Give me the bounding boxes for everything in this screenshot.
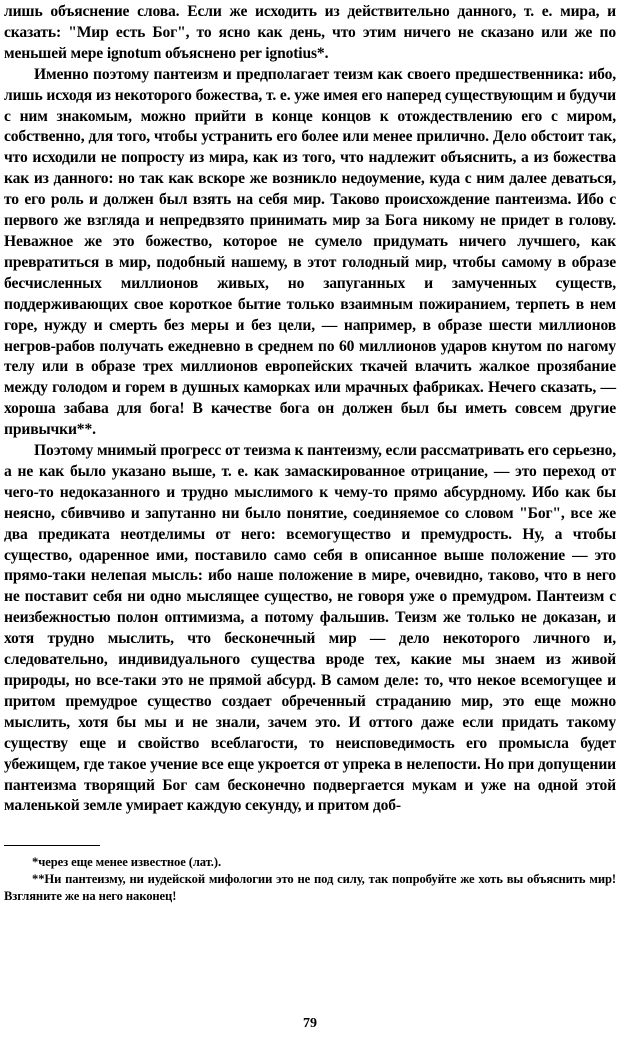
footnote-1: *через еще менее известное (лат.).	[32, 855, 221, 870]
paragraph-2: Именно поэтому пантеизм и предполагает теизм как своего предшественника: ибо, лишь исходя из некоторого божества, т. е. уже имея его наперед существующим и будучи с ним знакомым, можно прийти в конце концов к отождествлению его с миром, собственно, для того, чтобы устранить его более или менее прилично. Дело обстоит так, что исходили не попросту из мира, как из того, что надлежит объяснить, а из божества как из данного: но так как вскоре же возникло недоумение, куда с ним далее деваться, то его роль и должен был взять на себя мир. Таково происхождение пантеизма. Ибо с первого же взгляда и непредвзято принимать мир за Бога никому не придет в голову. Неважное же это божество, которое не сумело придумать ничего лучшего, как превратиться в мир, подобный нашему, в этот голодный мир, чтобы самому в образе бесчисленных миллионов живых, но запуганных и замученных существ, поддерживающих свое короткое бытие только взаимным пожиранием, терпеть в нем горе, нужду и смерть без меры и без цели, — например, в образе шести миллионов негров-рабов получать ежедневно в среднем по 60 миллионов ударов кнутом по нагому телу или в образе трех миллионов европейских ткачей влачить жалкое прозябание между голодом и горем в душных каморках или мрачных фабриках. Нечего сказать, — хороша забава для бога! В качестве бога он должен был бы иметь совсем другие привычки**.	[4, 65, 616, 439]
footnote-divider	[4, 845, 100, 846]
footnote-2: **Ни пантеизму, ни иудейской мифологии это не под силу, так попробуйте же хоть вы объяснить мир! Взгляните же на него наконец!	[4, 872, 616, 904]
paragraph-1: лишь объяснение слова. Если же исходить из действительно данного, т. е. мира, и сказать: "Мир есть Бог", то ясно как день, что этим ничего не сказано или же по меньшей мере ignotum объяснено per ignotius*.	[4, 3, 616, 62]
paragraph-3: Поэтому мнимый прогресс от теизма к пантеизму, если рассматривать его серьезно, а не как было указано выше, т. е. как замаскированное отрицание, — это переход от чего-то недоказанного и трудно мыслимого к чему-то прямо абсурдному. Ибо как бы неясно, сбивчиво и запутанно ни было понятие, соединяемое со словом "Бог", все же два предиката неотделимы от него: всемогущество и премудрость. Ну, а чтобы существо, одаренное ими, поставило само себя в описанное выше положение — это прямо-таки нелепая мысль: ибо наше положение в мире, очевидно, таково, что в него не поставит себя ни одно мыслящее существо, не говоря уже о премудром. Пантеизм с неизбежностью полон оптимизма, а потому фальшив. Теизм же только не доказан, и хотя трудно мыслить, что бесконечный мир — дело некоторого личного и, следовательно, индивидуального существа вроде тех, какие мы знаем из живой природы, но все-таки это не прямой абсурд. В самом деле: то, что некое всемогущее и притом премудрое существо создает обреченный страданию мир, это еще можно мыслить, хотя бы мы и не знали, зачем это. И оттого даже если придать такому существу еще и свойство всеблагости, то неисповедимость его промысла будет убежищем, где такое учение все еще укроется от упрека в нелепости. Но при допущении пантеизма творящий Бог сам бесконечно подвергается мукам и уже на одной этой маленькой земле умирает каждую секунду, и притом доб-	[4, 442, 616, 815]
footnotes	[4, 854, 616, 905]
page-number: 79	[303, 1016, 317, 1031]
main-text	[4, 2, 616, 817]
